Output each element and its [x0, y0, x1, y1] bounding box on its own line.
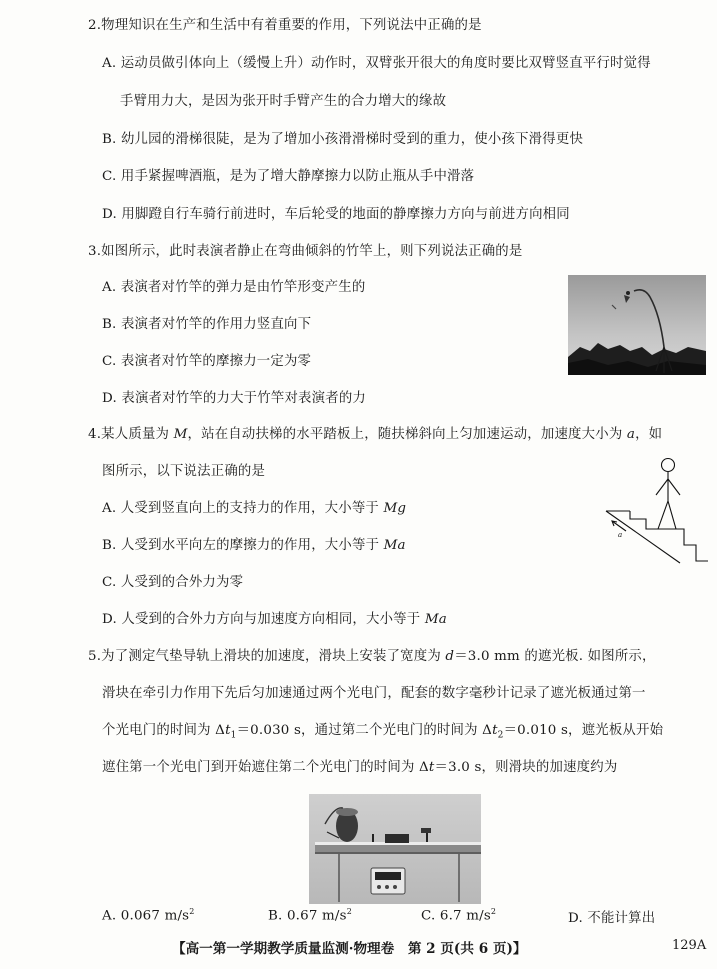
- q4-option-a: A. 人受到竖直向上的支持力的作用，大小等于 Mg: [102, 501, 407, 516]
- q5-option-c: C. 6.7 $m/s^2$: [421, 907, 497, 924]
- q5-option-d: D. 不能计算出: [568, 911, 656, 926]
- q2-stem: 2.物理知识在生产和生活中有着重要的作用，下列说法中正确的是: [88, 18, 482, 33]
- q2-option-a-line2: 手臂用力大，是因为张开时手臂产生的合力增大的缘故: [120, 94, 447, 109]
- acceleration-symbol: a: [626, 427, 636, 442]
- q4-stem-line2: 图所示，以下说法正确的是: [102, 464, 266, 479]
- q4-option-b: B. 人受到水平向左的摩擦力的作用，大小等于 Ma: [102, 538, 406, 553]
- q5-option-a: A. 0.067 $m/s^2$: [102, 907, 195, 924]
- q2-option-a-line1: A. 运动员做引体向上（缓慢上升）动作时，双臂张开很大的角度时要比双臂竖直平行时觉得: [102, 56, 651, 71]
- q3-stem: 3.如图所示，此时表演者静止在弯曲倾斜的竹竿上，则下列说法正确的是: [88, 244, 523, 259]
- q4-stem-line1: 4.某人质量为 M，站在自动扶梯的水平踏板上，随扶梯斜向上匀加速运动，加速度大小为 a，如: [88, 427, 663, 442]
- q2-option-c: C. 用手紧握啤酒瓶，是为了增大静摩擦力以防止瓶从手中滑落: [102, 169, 475, 184]
- mass-symbol: M: [173, 427, 188, 442]
- q2-option-b: B. 幼儿园的滑梯很陡，是为了增加小孩滑滑梯时受到的重力，使小孩下滑得更快: [102, 132, 584, 147]
- acceleration-label: a: [618, 531, 623, 539]
- escalator-diagram: [600, 455, 710, 573]
- q3-option-d: D. 表演者对竹竿的力大于竹竿对表演者的力: [102, 391, 367, 406]
- q5-option-b: B. 0.67 $m/s^2$: [268, 907, 353, 924]
- q5-stem-line4: 遮住第一个光电门到开始遮住第二个光电门的时间为 Δt＝3.0 s，则滑块的加速度约为: [102, 760, 618, 775]
- page-footer: 【高一第一学期教学质量监测·物理卷 第 2 页(共 6 页)】: [172, 941, 527, 957]
- q3-option-a: A. 表演者对竹竿的弹力是由竹竿形变产生的: [102, 280, 366, 295]
- q4-option-c: C. 人受到的合外力为零: [102, 575, 244, 590]
- q5-stem-line1: 5.为了测定气垫导轨上滑块的加速度，滑块上安装了宽度为 d＝3.0 mm 的遮光板. 如图所示，: [88, 649, 656, 664]
- bamboo-pole-performer-photo: [568, 275, 706, 375]
- paper-code: 129A: [672, 938, 707, 953]
- q5-stem-line3: 个光电门的时间为 $\Delta t_1=0.030$ s，通过第二个光电门的时间为 $\Delta t_2=0.010$ s，遮光板从开始: [102, 723, 664, 741]
- q2-option-d: D. 用脚蹬自行车骑行前进时，车后轮受的地面的静摩擦力方向与前进方向相同: [102, 207, 570, 222]
- q3-option-b: B. 表演者对竹竿的作用力竖直向下: [102, 317, 312, 332]
- air-track-photo: [309, 794, 481, 904]
- q5-stem-line2: 滑块在牵引力作用下先后匀加速通过两个光电门，配套的数字毫秒计记录了遮光板通过第一: [102, 686, 646, 701]
- q3-option-c: C. 表演者对竹竿的摩擦力一定为零: [102, 354, 312, 369]
- q4-option-d: D. 人受到的合外力方向与加速度方向相同，大小等于 Ma: [102, 612, 447, 627]
- width-symbol: d: [445, 649, 455, 664]
